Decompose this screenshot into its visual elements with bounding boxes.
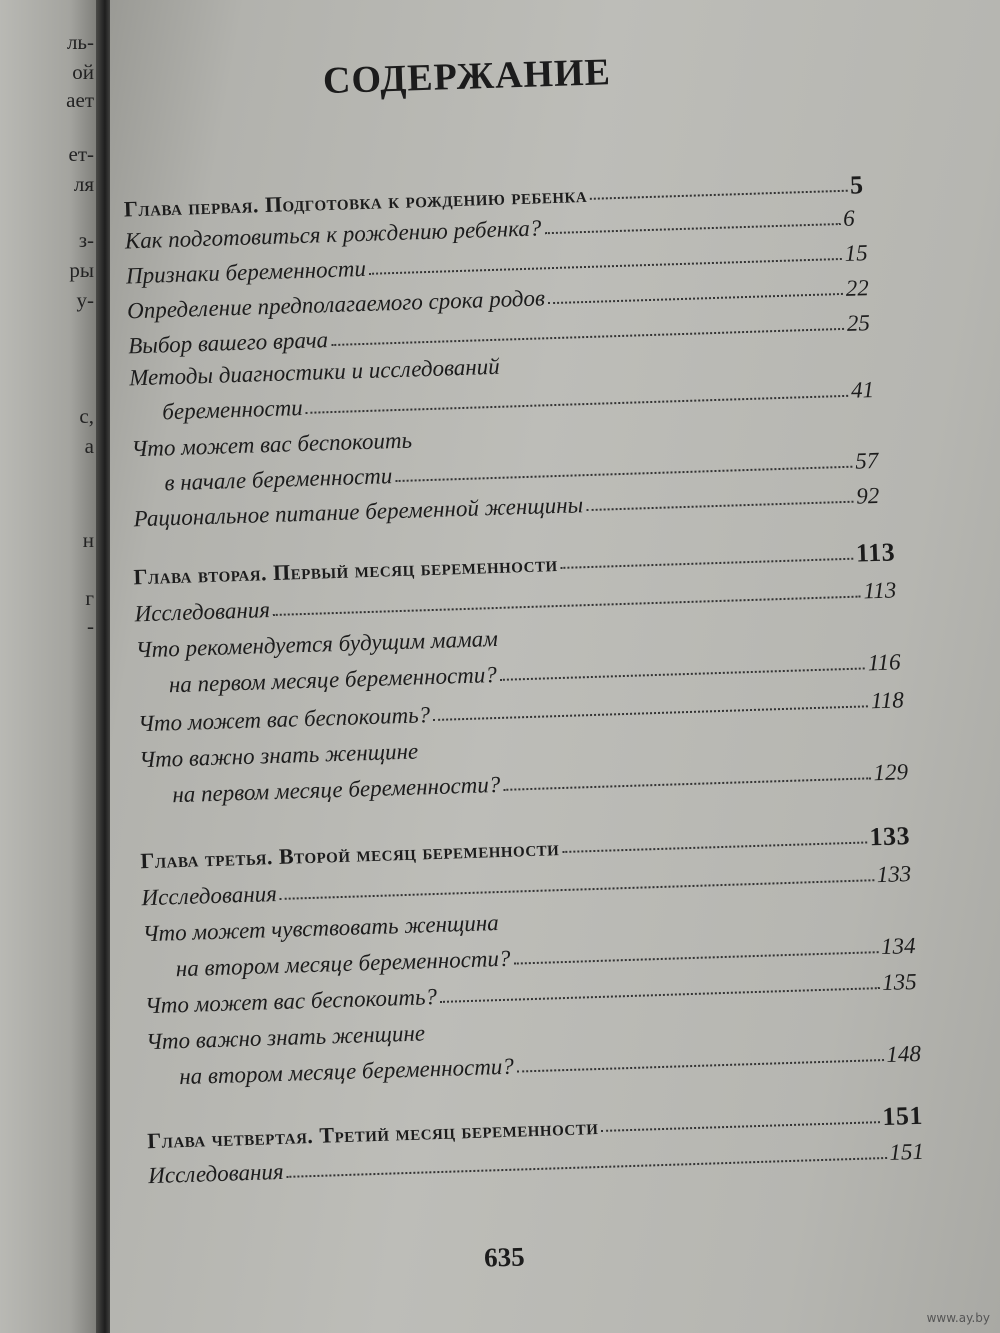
left-page-fragment: з- bbox=[78, 228, 94, 252]
dot-leader bbox=[514, 951, 879, 964]
chapter-title-group bbox=[140, 835, 560, 874]
entry-title-line2: в начале беременности bbox=[164, 463, 393, 496]
chapter-title: Подготовка к рождению ребенка bbox=[264, 181, 588, 218]
page-number: 134 bbox=[880, 932, 916, 960]
dot-leader bbox=[500, 667, 865, 680]
page-number: 129 bbox=[873, 759, 909, 786]
entry-title: Исследования bbox=[134, 597, 271, 627]
left-page-fragment: н bbox=[82, 528, 94, 552]
page-number: 148 bbox=[885, 1040, 922, 1067]
folio-page-number: 635 bbox=[483, 1241, 526, 1273]
page-number: 133 bbox=[876, 861, 912, 888]
page-number: 151 bbox=[889, 1138, 925, 1165]
chapter-title: Первый месяц беременности bbox=[272, 551, 558, 585]
page-number: 57 bbox=[854, 447, 879, 474]
entry-title: Исследования bbox=[141, 881, 278, 911]
page-number: 92 bbox=[855, 482, 880, 509]
dot-leader bbox=[306, 395, 848, 414]
entry-title-line1: Что может чувствовать женщина bbox=[142, 910, 500, 947]
chapter-title-group bbox=[147, 1114, 599, 1154]
chapter-title: Третий месяц беременности bbox=[318, 1114, 599, 1148]
watermark: www.ay.by bbox=[926, 1311, 990, 1325]
page-number: 118 bbox=[870, 687, 905, 714]
entry-title: Рациональное питание беременной женщины bbox=[133, 492, 584, 532]
left-page-fragment: ль- bbox=[66, 30, 94, 54]
left-page-fragment: ает bbox=[66, 88, 94, 112]
entry-title-line2: на втором месяце беременности? bbox=[175, 945, 511, 982]
entry-title: Выбор вашего врача bbox=[127, 327, 329, 359]
left-page-edge bbox=[0, 0, 100, 1333]
dot-leader bbox=[544, 223, 840, 234]
left-page-fragment: ой bbox=[72, 60, 94, 84]
entry-title-line1: Что важно знать женщине bbox=[138, 738, 419, 773]
chapter-label: Глава первая. bbox=[123, 192, 260, 222]
chapter-label: Глава четвертая. bbox=[146, 1122, 314, 1154]
left-page-fragment: с, bbox=[79, 404, 94, 428]
page-number: 6 bbox=[842, 205, 855, 231]
entry-title-line2: на первом месяце беременности? bbox=[168, 662, 498, 698]
entry-title-line1: Что может вас беспокоить bbox=[131, 427, 413, 462]
left-page-fragment: ры bbox=[69, 258, 94, 282]
dot-leader bbox=[273, 596, 861, 616]
entry-title: Определение предполагаемого срока родов bbox=[126, 285, 546, 324]
page-number: 22 bbox=[845, 275, 870, 301]
page-number: 151 bbox=[881, 1100, 924, 1132]
left-page-fragment: г bbox=[85, 586, 94, 610]
chapter-label: Глава вторая. bbox=[133, 560, 268, 590]
contents-heading: СОДЕРЖАНИЕ bbox=[322, 51, 612, 103]
entry-title-line1: Методы диагностики и исследований bbox=[128, 353, 501, 391]
left-page-fragment: ля bbox=[73, 172, 94, 196]
left-page-fragment: ет- bbox=[68, 142, 94, 166]
page-number: 116 bbox=[867, 649, 901, 676]
entry-title: Что может вас беспокоить? bbox=[144, 984, 438, 1019]
page-number: 41 bbox=[850, 377, 875, 403]
left-page-fragment: у- bbox=[76, 288, 94, 312]
page-number: 5 bbox=[849, 170, 864, 200]
dot-leader bbox=[561, 558, 854, 569]
dot-leader bbox=[433, 705, 868, 721]
entry-title: Исследования bbox=[147, 1158, 284, 1189]
dot-leader bbox=[503, 777, 870, 791]
dot-leader bbox=[440, 987, 879, 1003]
left-page-fragment: а bbox=[84, 434, 94, 458]
entry-title-line2: на первом месяце беременности? bbox=[171, 771, 501, 808]
table-of-contents bbox=[110, 0, 1000, 1333]
dot-leader bbox=[287, 1157, 887, 1178]
dot-leader bbox=[548, 293, 843, 304]
chapter-label: Глава третья. bbox=[140, 844, 274, 874]
dot-leader bbox=[331, 328, 844, 346]
page-number: 113 bbox=[855, 537, 896, 568]
page-number: 15 bbox=[844, 240, 869, 266]
dot-leader bbox=[590, 190, 847, 200]
page-number: 25 bbox=[846, 310, 871, 336]
entry-title-line1: Что важно знать женщине bbox=[145, 1020, 426, 1055]
dot-leader bbox=[395, 466, 852, 482]
entry-title: Что может вас беспокоить? bbox=[137, 702, 431, 737]
left-page-fragment: - bbox=[87, 614, 94, 638]
dot-leader bbox=[280, 879, 874, 900]
chapter-title: Второй месяц беременности bbox=[278, 835, 560, 869]
entry-title: Как подготовиться к рождению ребенка? bbox=[124, 215, 542, 254]
page-number: 135 bbox=[881, 968, 917, 996]
entry-title: Признаки беременности bbox=[125, 255, 367, 289]
chapter-title-group bbox=[133, 551, 558, 590]
dot-leader bbox=[601, 1121, 879, 1132]
page-number: 113 bbox=[863, 577, 897, 604]
page-number: 133 bbox=[869, 821, 911, 852]
entry-title-line2: беременности bbox=[161, 394, 304, 425]
entry-title-line2: на втором месяце беременности? bbox=[178, 1053, 515, 1090]
entry-title-line1: Что рекомендуется будущим мамам bbox=[135, 625, 499, 663]
dot-leader bbox=[517, 1059, 884, 1073]
dot-leader bbox=[586, 501, 853, 511]
book-page bbox=[110, 0, 1000, 1333]
dot-leader bbox=[562, 841, 866, 853]
dot-leader bbox=[369, 258, 842, 275]
